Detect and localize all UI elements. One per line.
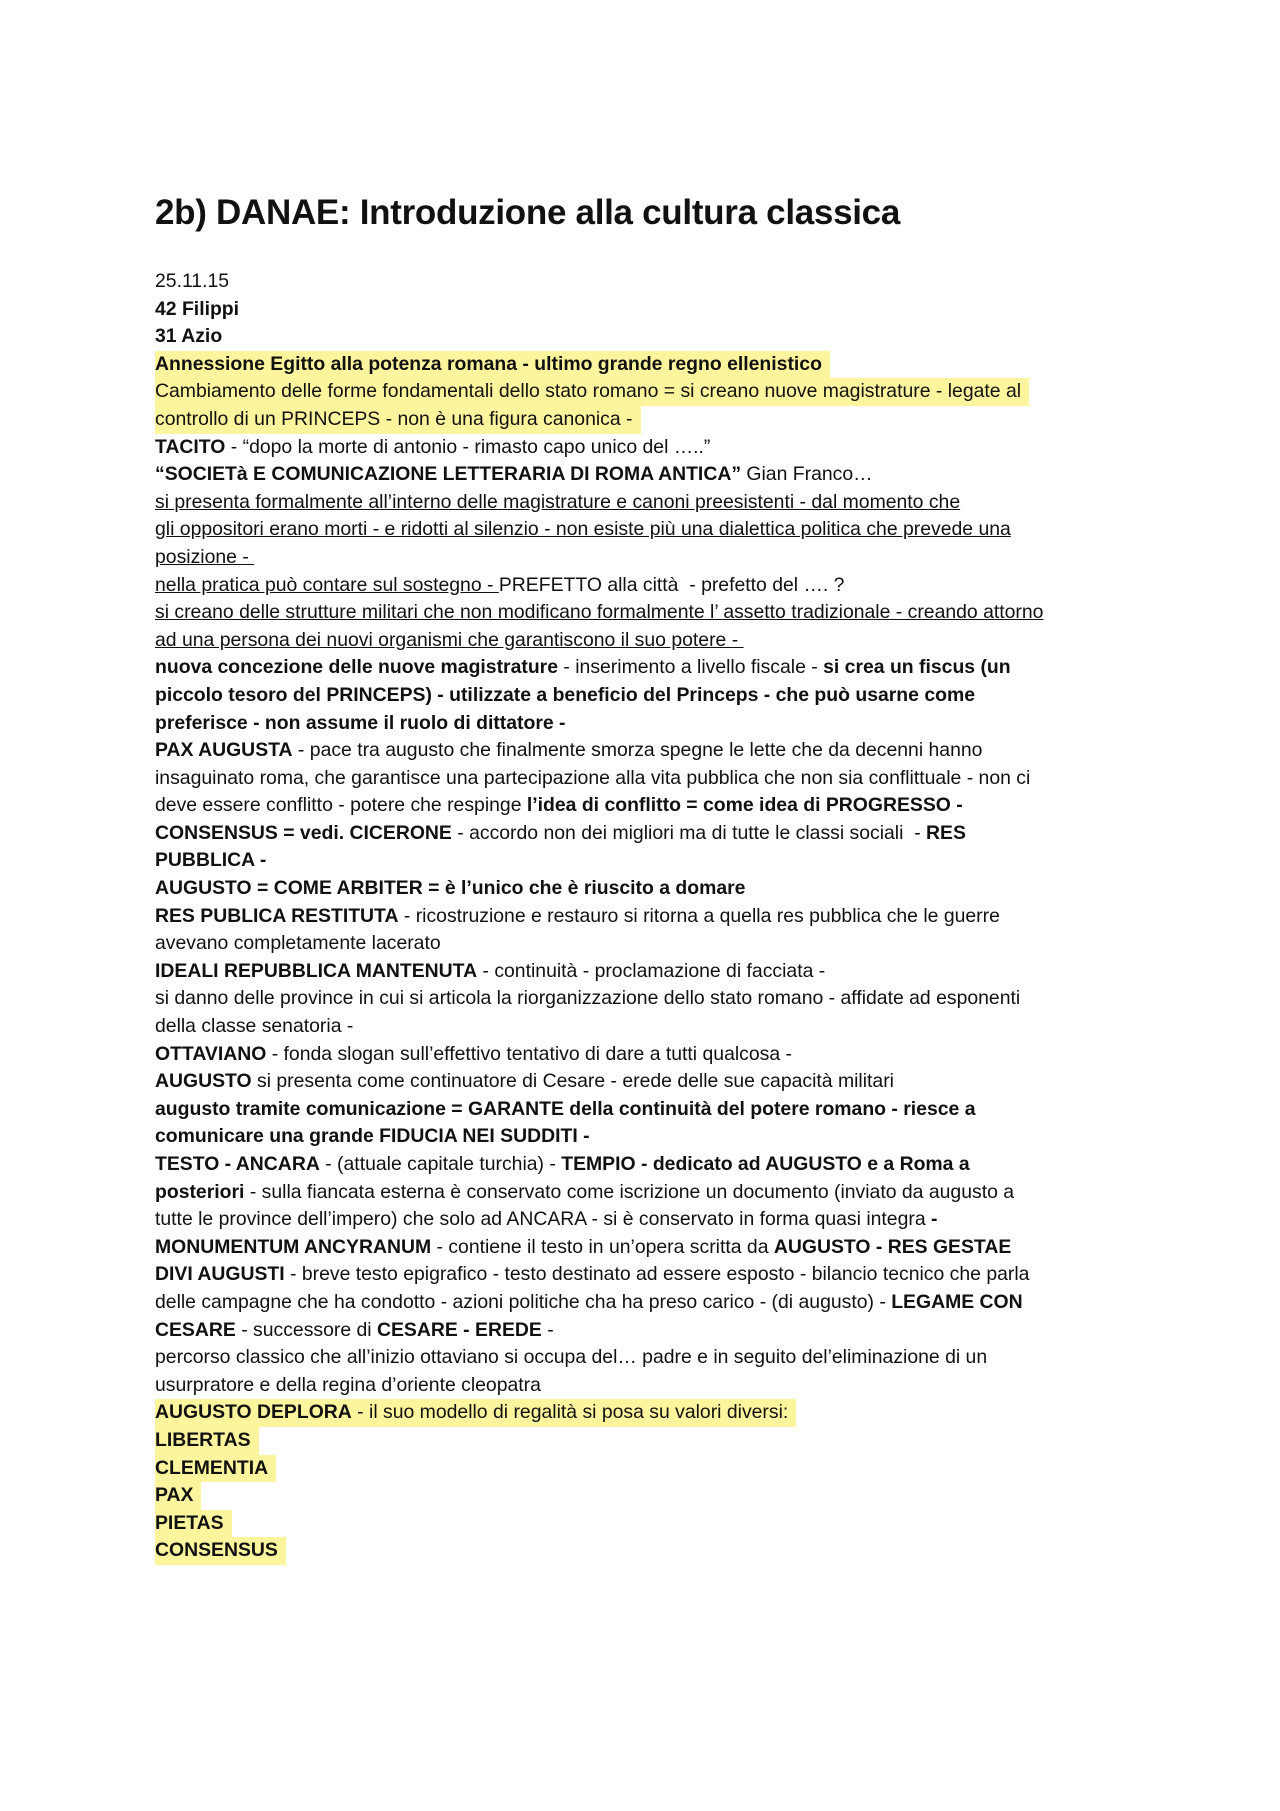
document-body <box>155 268 1235 1565</box>
text-line-row <box>155 268 1235 296</box>
text-line-row <box>155 323 1235 351</box>
text-segment: si danno delle province in cui si articola la riorganizzazione dello stato romano - affidate ad esponenti <box>155 987 1021 1010</box>
bold-text-segment: posteriori <box>155 1180 245 1203</box>
text-line-row <box>155 985 1235 1013</box>
bold-text-segment: AUGUSTO - RES GESTAE <box>773 1235 1012 1258</box>
text-segment: - fonda slogan sull’effettivo tentativo di dare a tutti qualcosa - <box>266 1042 792 1065</box>
text-line-row <box>155 1289 1235 1317</box>
bold-text-segment: Annessione Egitto alla potenza romana - ultimo grande regno ellenistico <box>155 352 822 375</box>
text-line <box>155 847 1235 875</box>
text-line-row <box>155 1096 1235 1124</box>
highlighted-text-line <box>155 351 830 379</box>
bold-text-segment: RES PUBLICA RESTITUTA <box>155 904 399 927</box>
text-segment: PREFETTO alla città - prefetto del …. ? <box>498 573 845 596</box>
bold-text-segment: CONSENSUS <box>155 1539 278 1562</box>
text-line-row <box>155 1537 1235 1565</box>
text-line-row <box>155 1068 1235 1096</box>
text-line-row <box>155 1482 1235 1510</box>
bold-text-segment: CONSENSUS = vedi. CICERONE <box>155 821 452 844</box>
text-line <box>155 1179 1235 1207</box>
text-line-row <box>155 1317 1235 1345</box>
text-line-row <box>155 516 1235 544</box>
text-line <box>155 1013 1235 1041</box>
bold-text-segment: si crea un fiscus (un <box>823 656 1011 679</box>
text-line <box>155 1206 1235 1234</box>
text-line <box>155 1123 1235 1151</box>
text-line-row <box>155 1123 1235 1151</box>
text-line <box>155 710 1235 738</box>
text-line-row <box>155 654 1235 682</box>
text-line <box>155 268 1235 296</box>
text-segment: Gian Franco… <box>741 463 873 486</box>
highlighted-text-line <box>155 1427 259 1455</box>
highlighted-text-line <box>155 1510 232 1538</box>
text-segment: - successore di <box>235 1318 377 1341</box>
bold-text-segment: TESTO - ANCARA <box>155 1153 320 1175</box>
bold-text-segment: CLEMENTIA <box>155 1456 269 1479</box>
text-line-row <box>155 792 1235 820</box>
text-line-row <box>155 958 1235 986</box>
text-line-row <box>155 1041 1235 1069</box>
text-segment: controllo di un PRINCEPS - non è una figura canonica - <box>155 407 633 430</box>
bold-text-segment: CESARE - EREDE <box>376 1318 542 1341</box>
text-line-row <box>155 461 1235 489</box>
bold-text-segment: TEMPIO - dedicato ad AUGUSTO e a Roma a <box>561 1153 970 1175</box>
text-line <box>155 985 1235 1013</box>
text-segment: deve essere conflitto - potere che respinge <box>155 794 527 817</box>
text-line <box>155 1096 1235 1124</box>
text-line-row <box>155 765 1235 793</box>
text-line-row <box>155 820 1235 848</box>
text-line <box>155 323 1235 351</box>
text-segment: ad una persona dei nuovi organismi che garantiscono il suo potere - <box>155 628 744 651</box>
text-line-row <box>155 682 1235 710</box>
bold-text-segment: piccolo tesoro del PRINCEPS) - utilizzate a beneficio del Princeps - che può usarne come <box>155 683 975 706</box>
bold-text-segment: IDEALI REPUBBLICA MANTENUTA <box>155 959 478 982</box>
text-line <box>155 875 1235 903</box>
text-line-row <box>155 1206 1235 1234</box>
text-line <box>155 516 1235 544</box>
text-line <box>155 461 1235 489</box>
text-line-row <box>155 296 1235 324</box>
text-line <box>155 1317 1235 1345</box>
text-line <box>155 1151 1235 1179</box>
text-segment: delle campagne che ha condotto - azioni politiche cha ha preso carico - (di augusto) - <box>155 1290 892 1313</box>
text-segment: tutte le province dell’impero) che solo ad ANCARA - si è conservato in forma quasi integra <box>155 1208 932 1231</box>
highlighted-text-line <box>155 1482 201 1510</box>
bold-text-segment: 31 Azio <box>155 325 223 348</box>
bold-text-segment: AUGUSTO <box>155 1070 252 1093</box>
highlighted-text-line <box>155 1455 276 1483</box>
bold-text-segment: augusto tramite comunicazione = GARANTE della continuità del potere romano - riesce a <box>155 1097 976 1120</box>
text-segment: insaguinato roma, che garantisce una partecipazione alla vita pubblica che non sia conflittuale - non ci <box>155 766 1031 789</box>
text-segment: avevano completamente lacerato <box>155 932 441 955</box>
text-line <box>155 903 1235 931</box>
text-line-row <box>155 489 1235 517</box>
text-line <box>155 820 1235 848</box>
text-segment: della classe senatoria - <box>155 1015 354 1038</box>
bold-text-segment: comunicare una grande FIDUCIA NEI SUDDITI - <box>155 1125 590 1148</box>
text-segment: - continuità - proclamazione di facciata - <box>477 959 826 982</box>
text-line-row <box>155 875 1235 903</box>
text-line-row <box>155 406 1235 434</box>
highlighted-text-line <box>155 378 1029 406</box>
text-line <box>155 1289 1235 1317</box>
highlighted-text-line <box>155 406 641 434</box>
text-segment: - ricostruzione e restauro si ritorna a quella res pubblica che le guerre <box>398 904 1000 927</box>
text-line-row <box>155 1179 1235 1207</box>
bold-text-segment: nuova concezione delle nuove magistrature <box>155 656 558 679</box>
text-segment: si presenta come continuatore di Cesare - erede delle sue capacità militari <box>251 1070 894 1093</box>
text-line <box>155 1372 1235 1400</box>
text-line <box>155 765 1235 793</box>
highlighted-text-line <box>155 1537 286 1565</box>
text-segment: gli oppositori erano morti - e ridotti al silenzio - non esiste più una dialettica politica che prevede una <box>155 518 1011 541</box>
text-line-row <box>155 903 1235 931</box>
text-line-row <box>155 1151 1235 1179</box>
text-line-row <box>155 847 1235 875</box>
text-line-row <box>155 627 1235 655</box>
text-line-row <box>155 544 1235 572</box>
text-line-row <box>155 378 1235 406</box>
text-segment: - pace tra augusto che finalmente smorza spegne le lette che da decenni hanno <box>292 739 983 762</box>
bold-text-segment: “SOCIETà E COMUNICAZIONE LETTERARIA DI ROMA ANTICA” <box>155 463 742 486</box>
bold-text-segment: PUBBLICA - <box>155 849 267 872</box>
text-line-row <box>155 1234 1235 1262</box>
bold-text-segment: DIVI AUGUSTI <box>155 1263 285 1286</box>
bold-text-segment: l’idea di conflitto = come idea di PROGRESSO - <box>526 794 963 817</box>
text-segment: - (attuale capitale turchia) - <box>319 1153 562 1175</box>
text-line-row <box>155 710 1235 738</box>
text-line-row <box>155 1372 1235 1400</box>
bold-text-segment: CESARE <box>155 1318 236 1341</box>
text-segment: - sulla fiancata esterna è conservato come iscrizione un documento (inviato da augusto a <box>244 1180 1015 1203</box>
bold-text-segment: AUGUSTO = COME ARBITER = è l’unico che è riuscito a domare <box>155 877 746 900</box>
text-line <box>155 627 1235 655</box>
text-line-row <box>155 572 1235 600</box>
text-line-row <box>155 1344 1235 1372</box>
page-title: 2b) DANAE: Introduzione alla cultura classica <box>155 193 900 232</box>
text-line <box>155 599 1235 627</box>
text-line <box>155 682 1235 710</box>
bold-text-segment: preferisce - non assume il ruolo di dittatore - <box>155 711 566 734</box>
text-segment: - contiene il testo in un’opera scritta da <box>431 1235 774 1258</box>
text-segment: si presenta formalmente all’interno delle magistrature e canoni preesistenti - dal momento che <box>155 490 961 513</box>
text-line-row <box>155 1399 1235 1427</box>
bold-text-segment: LEGAME CON <box>891 1290 1023 1313</box>
bold-text-segment: PIETAS <box>155 1511 224 1534</box>
text-line-row <box>155 1013 1235 1041</box>
text-segment: - breve testo epigrafico - testo destinato ad essere esposto - bilancio tecnico che parla <box>284 1263 1030 1286</box>
text-line <box>155 1068 1235 1096</box>
text-segment: 25.11.15 <box>155 270 230 292</box>
text-line-row <box>155 1455 1235 1483</box>
text-line <box>155 792 1235 820</box>
text-line <box>155 930 1235 958</box>
bold-text-segment: - <box>931 1208 938 1231</box>
text-segment: Cambiamento delle forme fondamentali dello stato romano = si creano nuove magistrature - legate al <box>155 380 1022 403</box>
text-line <box>155 737 1235 765</box>
text-segment: - “dopo la morte di antonio - rimasto capo unico del …..” <box>225 435 711 458</box>
bold-text-segment: MONUMENTUM ANCYRANUM <box>155 1235 432 1258</box>
bold-text-segment: AUGUSTO DEPLORA <box>155 1401 352 1424</box>
text-line-row <box>155 351 1235 379</box>
bold-text-segment: PAX <box>155 1484 194 1507</box>
text-line <box>155 958 1235 986</box>
text-line <box>155 1041 1235 1069</box>
text-segment: usurpratore e della regina d’oriente cleopatra <box>155 1373 541 1396</box>
bold-text-segment: 42 Filippi <box>155 297 240 320</box>
text-line <box>155 654 1235 682</box>
text-segment: percorso classico che all’inizio ottaviano si occupa del… padre e in seguito del’eliminazione di un <box>155 1346 988 1369</box>
bold-text-segment: OTTAVIANO <box>155 1042 267 1065</box>
text-segment: nella pratica può contare sul sostegno - <box>155 573 499 596</box>
text-line-row <box>155 737 1235 765</box>
text-line <box>155 1234 1235 1262</box>
text-segment: - accordo non dei migliori ma di tutte le classi sociali - <box>451 821 927 844</box>
text-line-row <box>155 1261 1235 1289</box>
highlighted-text-line <box>155 1399 796 1427</box>
text-segment: - <box>541 1318 554 1341</box>
text-line <box>155 1261 1235 1289</box>
text-line <box>155 296 1235 324</box>
bold-text-segment: TACITO <box>155 435 226 458</box>
bold-text-segment: RES <box>926 821 966 844</box>
text-segment: posizione - <box>155 545 255 568</box>
text-line-row <box>155 434 1235 462</box>
text-segment: si creano delle strutture militari che non modificano formalmente l’ assetto tradizionale - creando attorno <box>155 601 1044 624</box>
text-line <box>155 489 1235 517</box>
text-segment: - inserimento a livello fiscale - <box>558 656 824 679</box>
text-line <box>155 544 1235 572</box>
text-line-row <box>155 1510 1235 1538</box>
text-line <box>155 434 1235 462</box>
text-line <box>155 572 1235 600</box>
bold-text-segment: LIBERTAS <box>155 1428 251 1451</box>
text-segment: - il suo modello di regalità si posa su valori diversi: <box>351 1401 789 1424</box>
text-line-row <box>155 1427 1235 1455</box>
text-line-row <box>155 930 1235 958</box>
bold-text-segment: PAX AUGUSTA <box>155 739 293 762</box>
text-line <box>155 1344 1235 1372</box>
text-line-row <box>155 599 1235 627</box>
